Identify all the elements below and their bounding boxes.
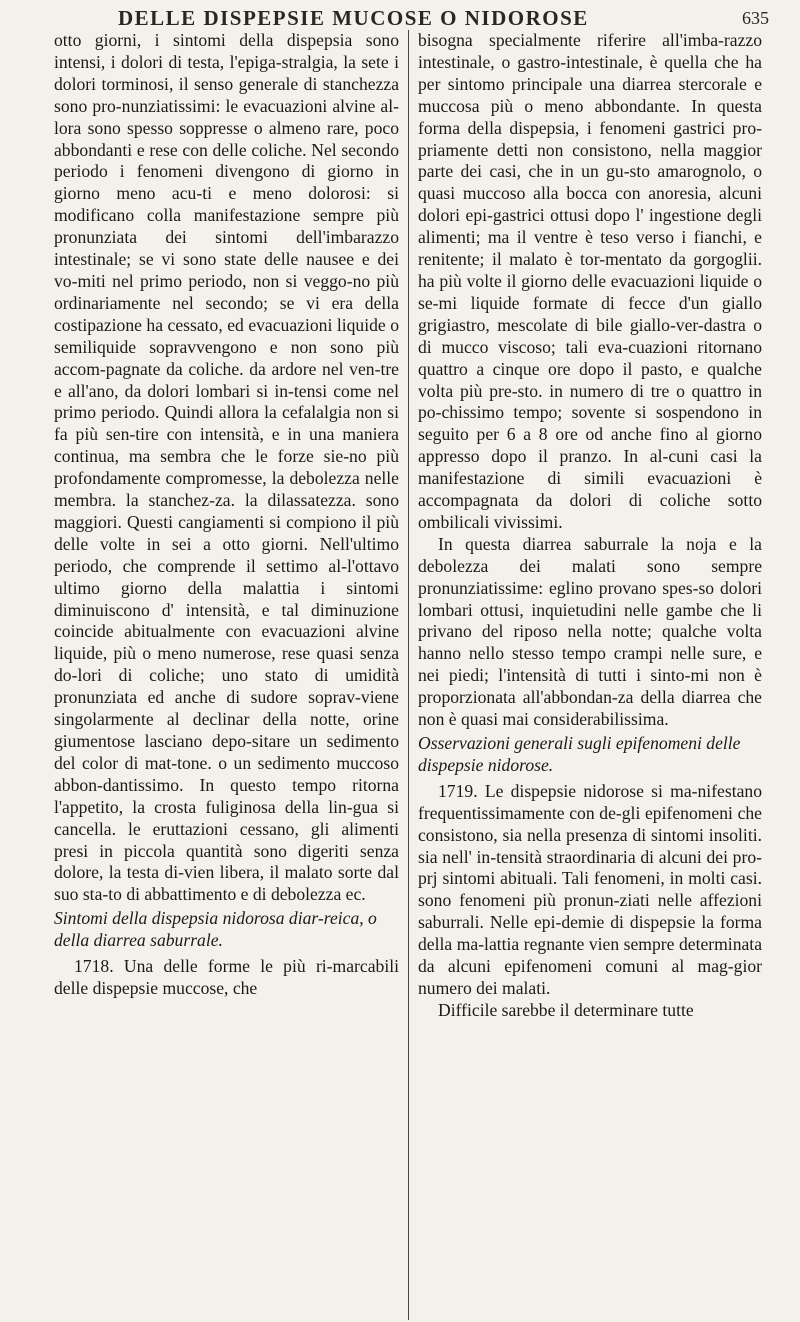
right-paragraph-1719-text: Le dispepsie nidorose si ma-nifestano frequentissimamente con de-gli epifenomeni che consistono, sia nella presenza di sintomi insoliti. sia nell' in-tensità straordinaria di alcuni dei pro-prj sintomi abituali. Tali fenomeni, in molti casi. sono fenomeni più pronun-ziati nelle affezioni saburrali. Nelle epi-demie di dispepsie la forma della ma-lattia regnante vien sempre determinata da alcuni epifenomeni comuni al mag-gior numero dei malati. xyxy=(418,780,763,998)
left-paragraph-1: otto giorni, i sintomi della dispepsia sono intensi, i dolori di testa, l'epiga-stralgia, la sete i dolori torminosi, il senso generale di stanchezza sono pro-nunziatissimi: le evacuazioni alvine al-lora sono spesso soppresse o almeno rare, poco abbondanti e rese con delle coliche. Nel secondo periodo i fenomeni divengono di giorno in giorno meno acu-ti e meno dolorosi: si modificano colla manifestazione sempre più pronunziata dei sintomi dell'imbarazzo intestinale; se vi sono state delle nausee e dei vo-miti nel primo periodo, non si veggo-no più ordinariamente nel secondo; se vi era della costipazione ha cessato, ed evacuazioni liquide o semiliquide sopravvengono e non sono più accom-pagnate da coliche. da ardore nel ven-tre e all'ano, da dolori lombari si in-tensi come nel primo periodo. Quindi allora la cefalalgia non si fa più sen-tire con intensità, e in una maniera continua, ma sembra che le forze sie-no più profondamente compromesse, la debolezza nelle membra. la stanchez-za. la dilassatezza. sono maggiori. Questi cangiamenti si compiono il più delle volte in sei a otto giorni. Nell'ultimo periodo, che comprende il settimo al-l'ottavo ultimo giorno della malattia i sintomi diminuiscono d' intensità, e tal diminuzione coincide abitualmente con evacuazioni alvine liquide, più o meno numerose, rese quasi senza do-lori di coliche; uno stato di umidità pronunziata ed anche di sudore soprav-viene singolarmente al declinar della notte, orine giumentose lasciano depo-sitare un sedimento del color di mat-tone. o un sedimento muccoso abbon-dantissimo. In questo tempo ritorna l'appetito, la crosta fuliginosa della lin-gua si cancella. le eruttazioni cessano, gli alimenti presi in piccola quantità sono digeriti senza dolore, la testa di-vien libera, il malato sorte dal suo sta-to di abbattimento e di debolezza ec. xyxy=(54,30,399,905)
right-section-heading: Osservazioni generali sugli epifenomeni delle dispepsie nidorose. xyxy=(418,733,741,775)
paragraph-number-1719: 1719. xyxy=(438,780,478,801)
left-column xyxy=(54,30,399,1000)
right-paragraph-2: In questa diarrea saburrale la noja e la debolezza dei malati sono sempre pronunziatissime: eglino provano spes-so dolori lombari ottusi, inquietudini nelle gambe che li privano del riposo nella notte; qualche volta hanno nello stesso tempo crampi nelle sure, e nei piedi; l'intensità di tutti i sinto-mi non è proporzionata all'abbondan-za della diarrea che non è quasi mai considerabilissima. xyxy=(418,533,762,730)
left-section-heading: Sintomi della dispepsia nidorosa diar-reica, o della diarrea saburrale. xyxy=(54,908,377,951)
column-divider xyxy=(408,30,409,1320)
left-paragraph-1718 xyxy=(54,956,399,1000)
right-paragraph-1719 xyxy=(418,781,762,1000)
right-column xyxy=(418,30,762,1022)
page-number: 635 xyxy=(742,8,769,28)
left-paragraph-1718-text: Una delle forme le più ri-marcabili delle dispepsie muccose, che xyxy=(54,956,399,998)
running-title: DELLE DISPEPSIE MUCOSE O NIDOROSE xyxy=(118,6,589,30)
right-paragraph-1: bisogna specialmente riferire all'imba-razzo intestinale, o gastro-intestinale, è quella che ha per sintomo principale una diarrea stercorale e muccosa più o meno abbondante. In questa forma della dispepsia, i fenomeni gastrici pro-priamente detti non consistono, nella maggior parte dei casi, che in un gu-sto amarognolo, o quasi muccoso alla bocca con anoresia, alcuni dolori epi-gastrici ottusi dopo l' ingestione degli alimenti; ma il ventre è teso verso i fianchi, e renitente; il malato è tor-mentato da gorgoglii. ha più volte il giorno delle evacuazioni liquide o se-mi liquide formate di fecce d'un giallo grigiastro, mescolate di bile giallo-ver-dastra o di mucco viscoso; tali eva-cuazioni ritornano quattro a cinque ore dopo il pasto, e qualche volta più pre-sto. in numero di tre o quattro in po-chissimo tempo; sovente si sospendono in seguito per 6 a 8 ore od anche fino al giorno appresso dopo il pranzo. In al-cuni casi la manifestazione di simili evacuazioni è accompagnata da dolori di coliche sotto ombilicali vivissimi. xyxy=(418,30,762,532)
paragraph-number-1718: 1718. xyxy=(74,956,114,977)
right-paragraph-4: Difficile sarebbe il determinare tutte xyxy=(438,999,694,1020)
